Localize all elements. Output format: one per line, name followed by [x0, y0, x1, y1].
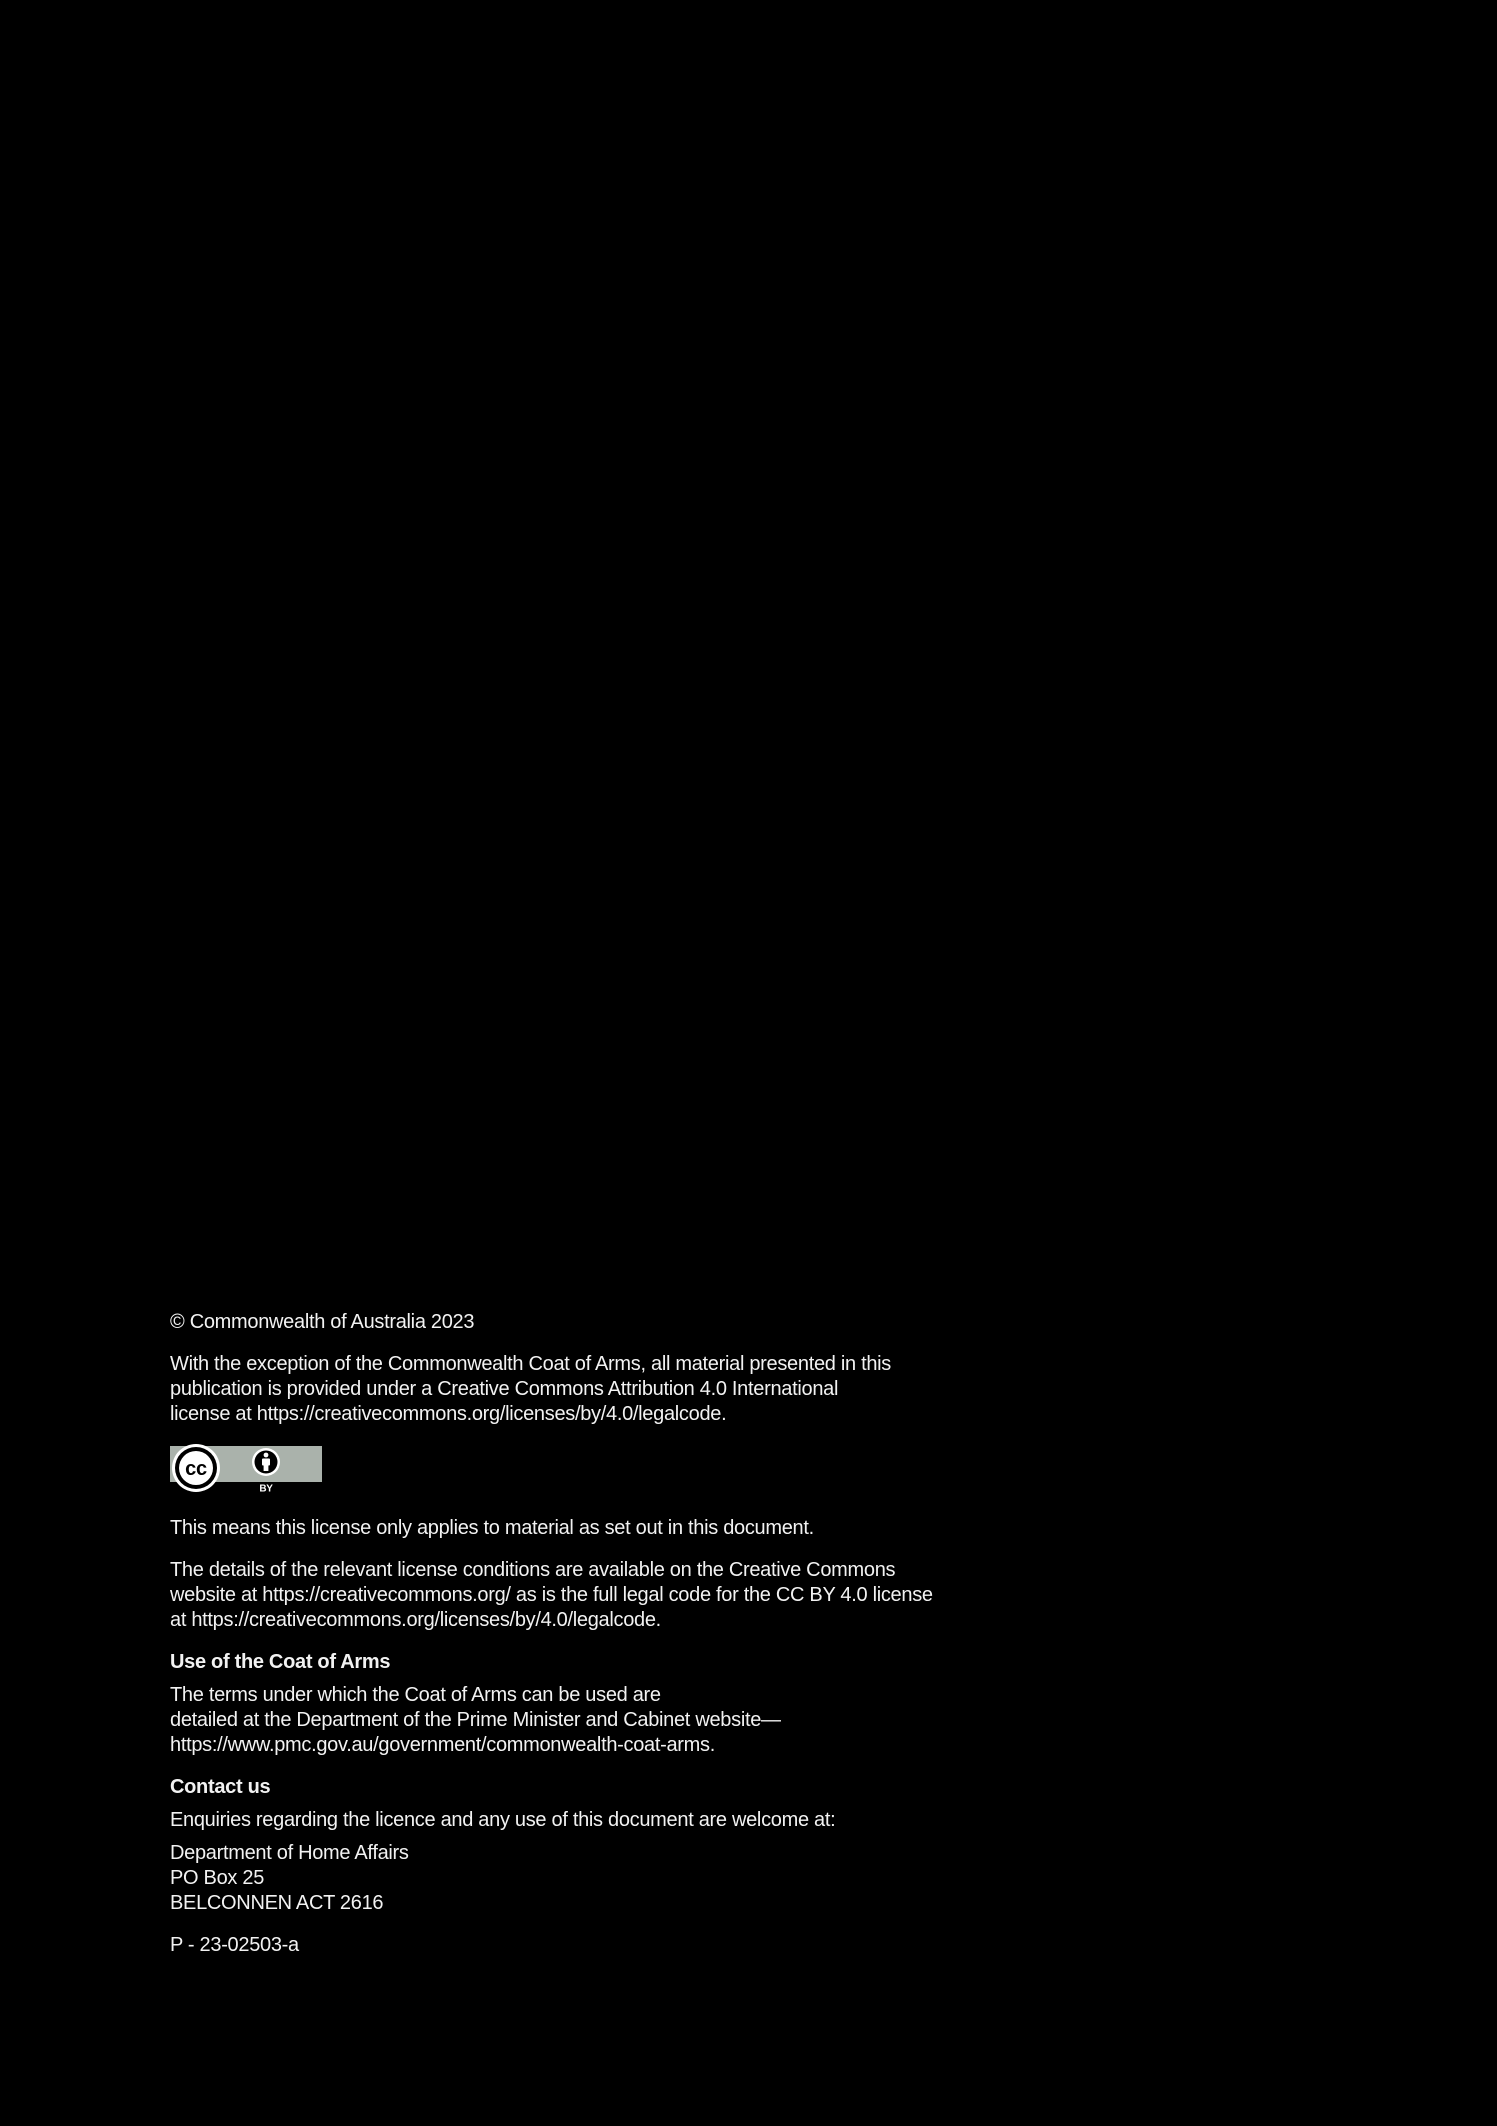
- cc-text: cc: [185, 1458, 207, 1480]
- contact-heading: Contact us: [170, 1776, 271, 1798]
- imprint-block: [170, 1310, 1050, 1975]
- coat-of-arms-line: detailed at the Department of the Prime Minister and Cabinet website—: [170, 1709, 781, 1731]
- address-line: Department of Home Affairs: [170, 1842, 409, 1864]
- license-intro-line: license at https://creativecommons.org/licenses/by/4.0/legalcode.: [170, 1403, 727, 1425]
- license-intro-line: publication is provided under a Creative Commons Attribution 4.0 International: [170, 1378, 839, 1400]
- address-line: PO Box 25: [170, 1867, 265, 1889]
- by-text: BY: [259, 1483, 273, 1495]
- postal-address: [170, 1841, 1050, 1916]
- address-line: BELCONNEN ACT 2616: [170, 1892, 384, 1914]
- license-details-line: website at https://creativecommons.org/ as is the full legal code for the CC BY 4.0 license: [170, 1584, 933, 1606]
- license-intro: [170, 1352, 1050, 1427]
- copyright-notice: © Commonwealth of Australia 2023: [170, 1311, 475, 1333]
- cc-by-icon: [170, 1444, 322, 1496]
- license-intro-line: With the exception of the Commonwealth Coat of Arms, all material presented in this: [170, 1353, 892, 1375]
- coat-of-arms-line: The terms under which the Coat of Arms can be used are: [170, 1684, 661, 1706]
- license-scope: This means this license only applies to material as set out in this document.: [170, 1517, 814, 1539]
- creative-commons-by-badge: [170, 1444, 322, 1496]
- contact-intro: Enquiries regarding the licence and any use of this document are welcome at:: [170, 1809, 836, 1831]
- coat-of-arms-text: [170, 1683, 1050, 1758]
- coat-of-arms-line: https://www.pmc.gov.au/government/commonwealth-coat-arms.: [170, 1734, 715, 1756]
- coat-of-arms-heading: Use of the Coat of Arms: [170, 1651, 391, 1673]
- license-details-line: The details of the relevant license conditions are available on the Creative Commons: [170, 1559, 896, 1581]
- license-details: [170, 1558, 1050, 1633]
- license-details-line: at https://creativecommons.org/licenses/by/4.0/legalcode.: [170, 1609, 661, 1631]
- document-code: P - 23-02503-a: [170, 1934, 299, 1956]
